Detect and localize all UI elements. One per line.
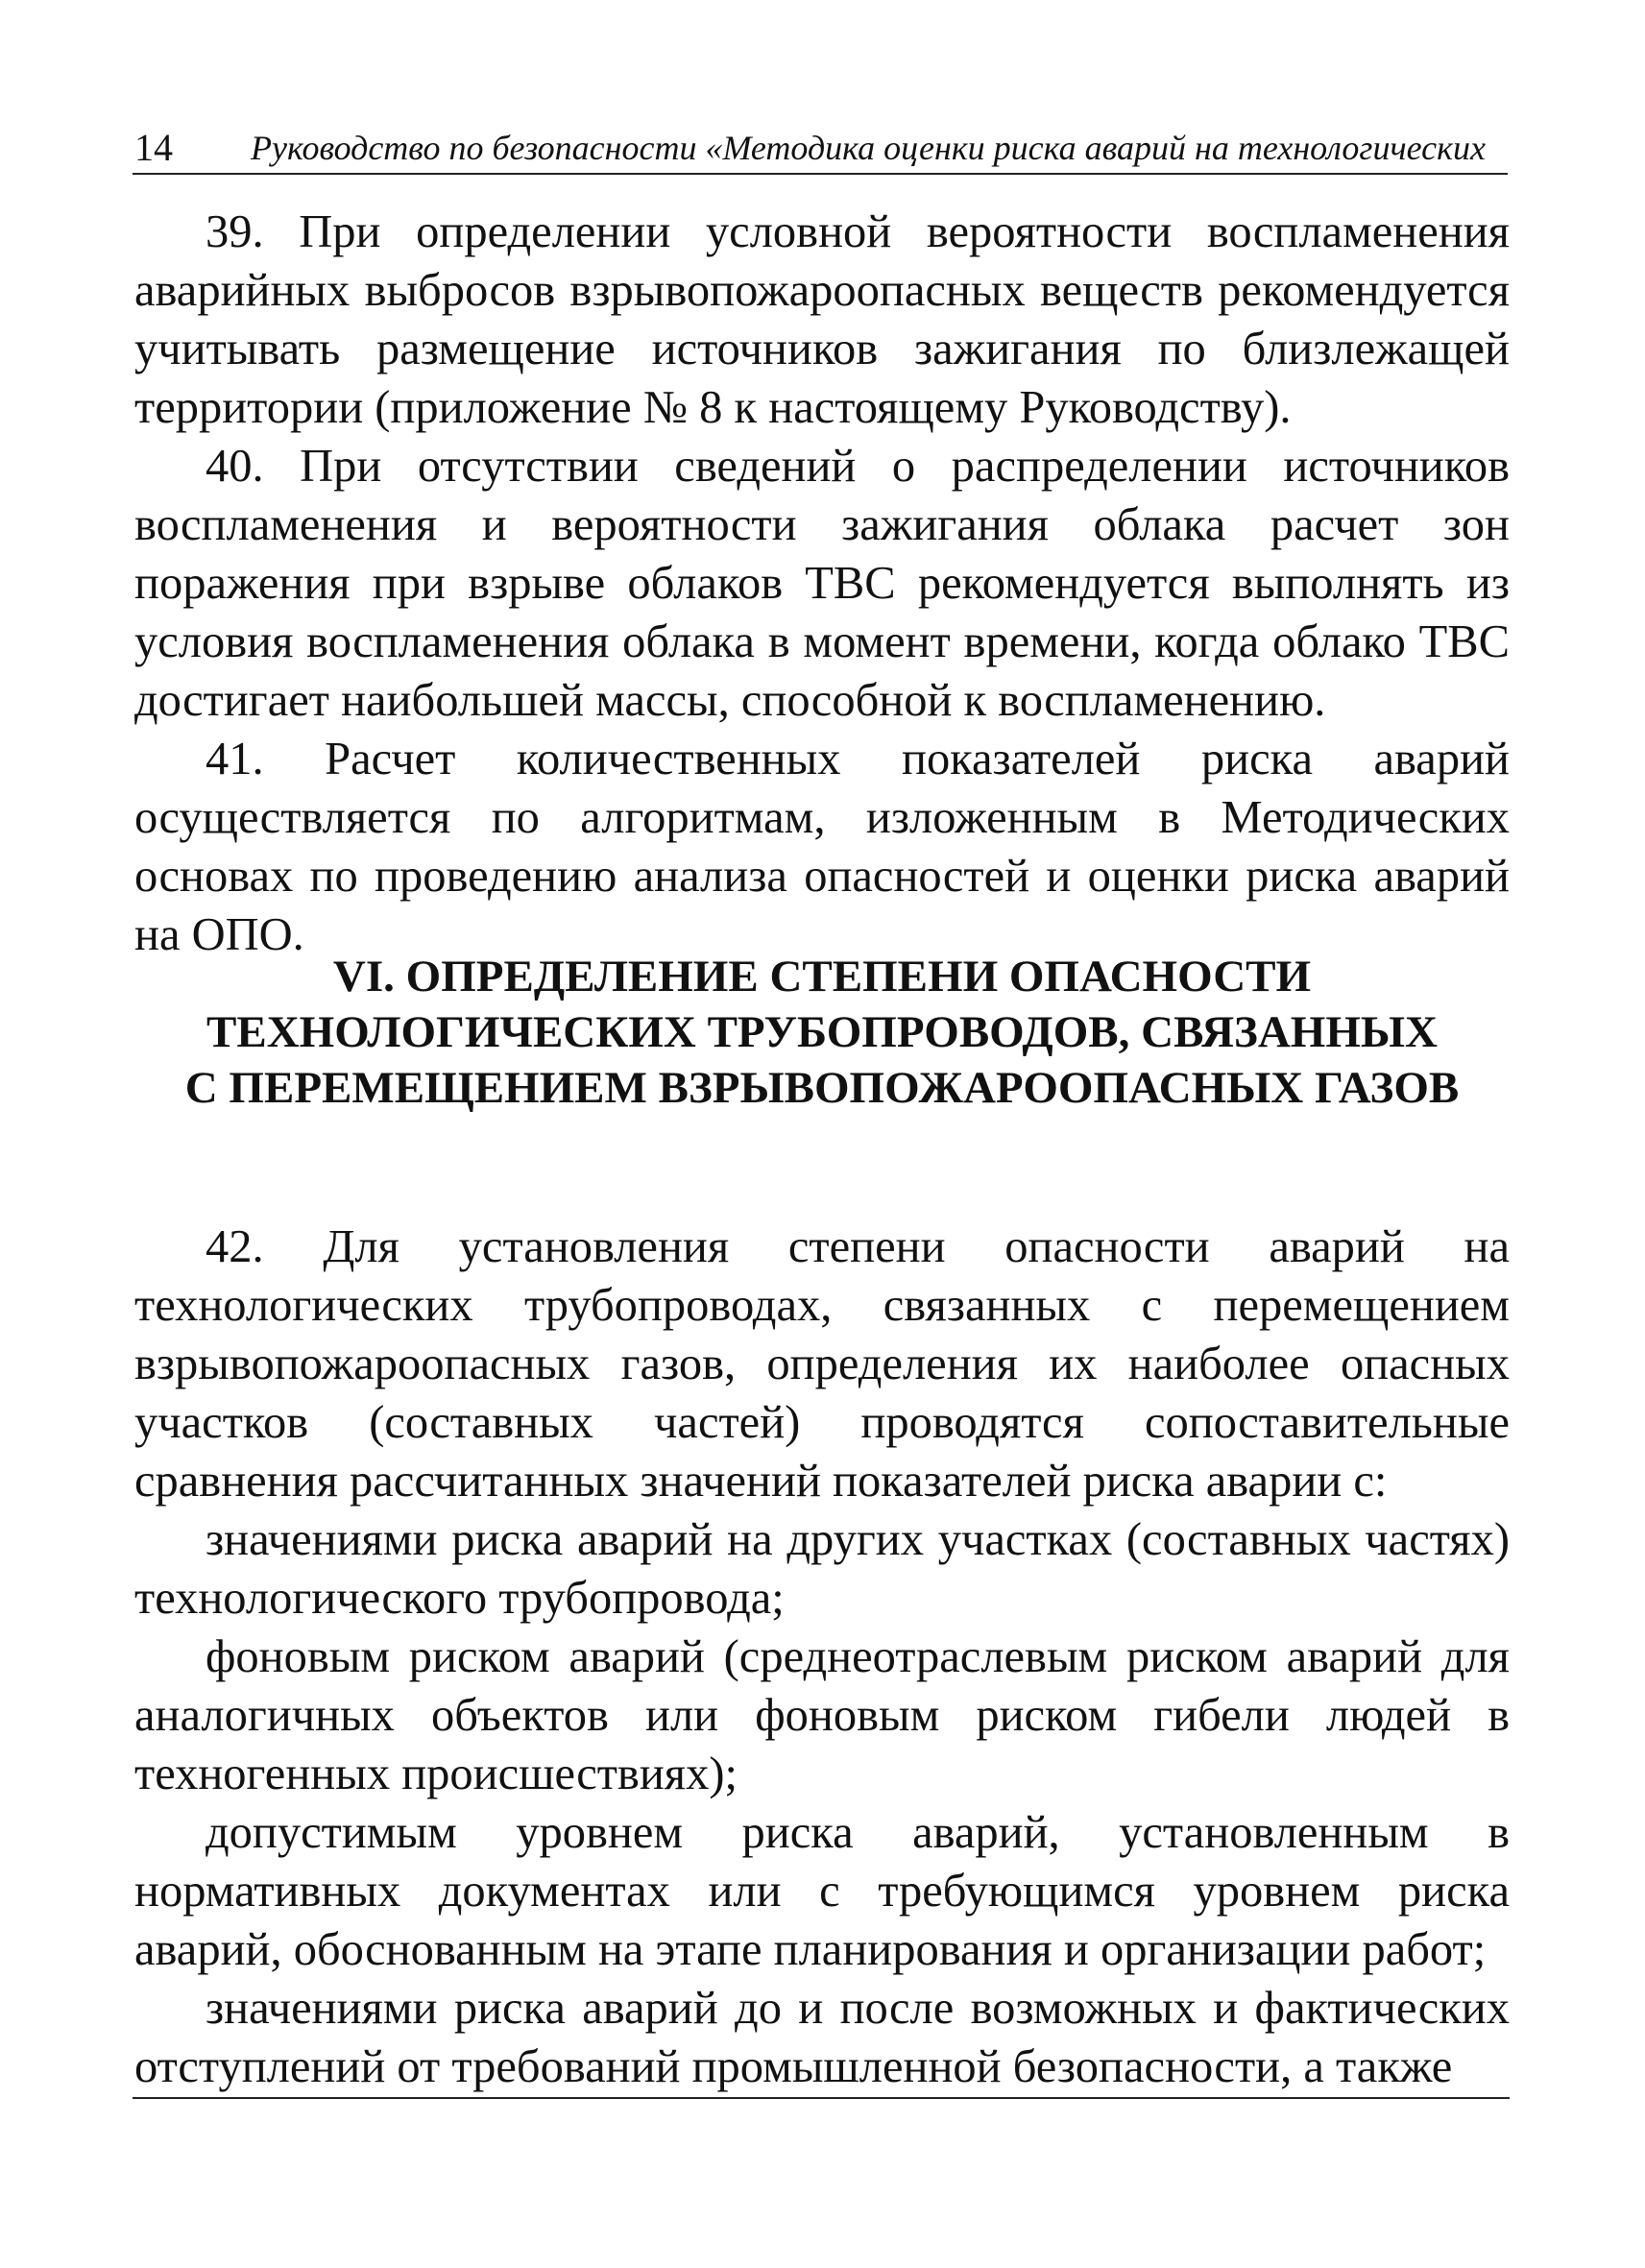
page-number: 14 (134, 126, 173, 169)
section-heading-line: ТЕХНОЛОГИЧЕСКИХ ТРУБОПРОВОДОВ, СВЯЗАННЫХ (206, 1007, 1438, 1057)
footer-rule (133, 2097, 1510, 2099)
section-heading-line: VI. ОПРЕДЕЛЕНИЕ СТЕПЕНИ ОПАСНОСТИ (332, 952, 1312, 1001)
list-item: фоновым риском аварий (среднеотраслевым риском аварий для аналогичных объектов или фоновым риском гибели людей в техногенных происшествиях); (134, 1631, 1510, 1799)
body-text-top (134, 203, 1510, 964)
paragraph-39: 39. При определении условной вероятности воспламенения аварийных выбросов взрывопожароопасных веществ рекомендуется учитывать размещение источников зажигания по близлежащей территории (приложение № 8 к настоящему Руководству). (134, 206, 1510, 433)
running-title: Руководство по безопасности «Методика оценки риска аварий на технологических (251, 129, 1486, 167)
section-heading (134, 949, 1510, 1116)
list-item: допустимым уровнем риска аварий, установленным в нормативных документах или с требующимся уровнем риска аварий, обоснованным на этапе планирования и организации работ; (134, 1807, 1510, 1975)
section-heading-line: С ПЕРЕМЕЩЕНИЕМ ВЗРЫВОПОЖАРООПАСНЫХ ГАЗОВ (184, 1063, 1460, 1113)
paragraph-42: 42. Для установления степени опасности аварий на технологических трубопроводах, связанных с перемещением взрывопожароопасных газов, определения их наиболее опасных участков (составных частей) проводятся сопоставительные сравнения рассчитанных значений показателей риска аварии с: (134, 1221, 1510, 1507)
list-item: значениями риска аварий на других участках (составных частях) технологического трубопровода; (134, 1514, 1510, 1624)
page-header (133, 123, 1508, 175)
paragraph-40: 40. При отсутствии сведений о распределении источников воспламенения и вероятности зажигания облака расчет зон поражения при взрыве облаков ТВС рекомендуется выполнять из условия воспламенения облака в момент времени, когда облако ТВС достигает наибольшей массы, способной к воспламенению. (134, 441, 1510, 726)
list-item: значениями риска аварий до и после возможных и фактических отступлений от требований промышленной безопасности, а также (134, 1983, 1510, 2092)
paragraph-41: 41. Расчет количественных показателей риска аварий осуществляется по алгоритмам, изложенным в Методических основах по проведению анализа опасностей и оценки риска аварий на ОПО. (134, 734, 1510, 960)
body-text-bottom (134, 1218, 1510, 2096)
